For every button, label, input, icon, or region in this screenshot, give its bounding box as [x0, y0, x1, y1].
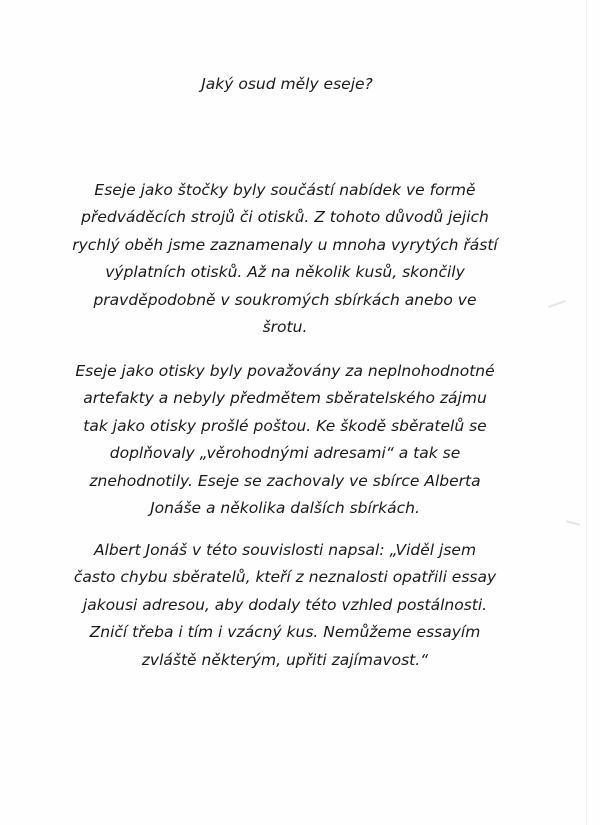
text-line: znehodnotily. Eseje se zachovaly ve sbírce Alberta	[89, 471, 481, 490]
text-line: pravděpodobně v soukromých sbírkách anebo ve	[93, 290, 477, 309]
text-line: tak jako otisky prošlé poštou. Ke škodě sběratelů se	[83, 416, 487, 435]
text-line: šrotu.	[262, 318, 308, 337]
text-line: rychlý oběh jsme zaznamenaly u mnoha vyrytých řástí	[72, 235, 498, 254]
text-line: výplatních otisků. Až na několik kusů, skončily	[105, 263, 465, 282]
text-line: zvláště některým, upřiti zajímavost.“	[141, 650, 429, 669]
page-title: Jaký osud měly eseje?	[201, 75, 373, 93]
scan-mark	[566, 520, 580, 526]
text-line: Jonáše a několika dalších sbírkách.	[150, 499, 420, 518]
paragraph-1	[40, 177, 530, 341]
text-line: doplňovaly „věrohodnými adresami“ a tak se	[109, 444, 461, 463]
scan-edge	[586, 0, 587, 825]
text-line: Zničí třeba i tím i vzácný kus. Nemůžeme essayím	[89, 623, 481, 642]
text-line: artefakty a nebyly předmětem sběratelského zájmu	[83, 389, 487, 408]
text-line: jakousi adresou, aby dodaly této vzhled postálnosti.	[82, 595, 488, 614]
scan-mark	[548, 300, 566, 308]
text-line: často chybu sběratelů, kteří z neznalosti opatřili essay	[73, 568, 497, 587]
text-line: Albert Jonáš v této souvislosti napsal: „Viděl jsem	[93, 541, 477, 559]
text-line: předváděcích strojů či otisků. Z tohoto důvodů jejich	[81, 208, 489, 227]
paragraph-2	[40, 358, 530, 522]
text-line: Eseje jako otisky byly považovány za neplnohodnotné	[75, 362, 495, 380]
text-line: Eseje jako štočky byly součástí nabídek ve formě	[94, 181, 476, 199]
paragraph-3	[40, 537, 530, 674]
